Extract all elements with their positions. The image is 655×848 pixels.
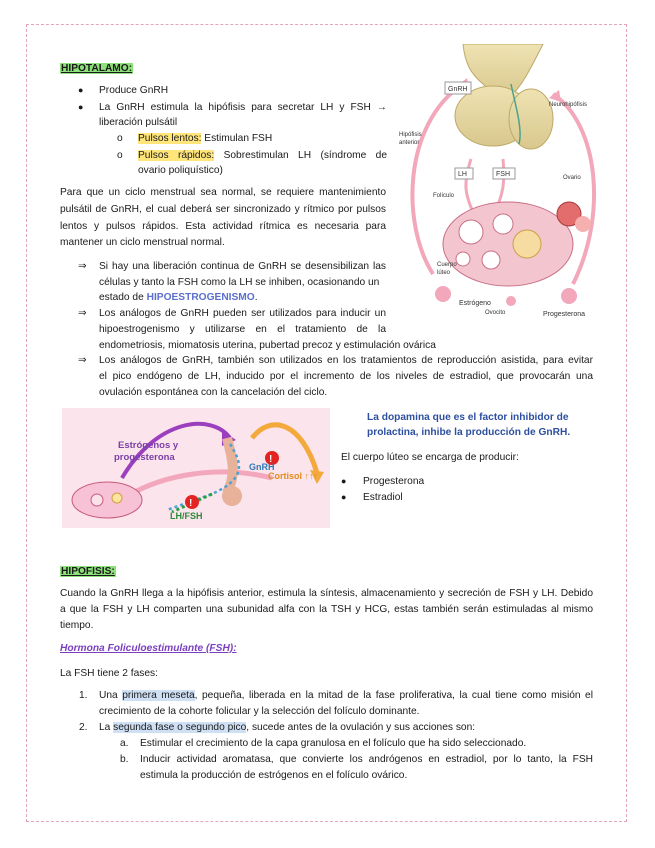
svg-text:!: ! bbox=[189, 498, 193, 509]
paragraph-line: Para que un ciclo menstrual sea normal, se requiere mantenimiento bbox=[60, 187, 386, 198]
label-lhfsh: LH/FSH bbox=[170, 511, 203, 521]
arrow-item-line: estado de HIPOESTROGENISMO. bbox=[99, 292, 258, 303]
label-hipofisis-2: anterior bbox=[399, 140, 420, 146]
bullet: ● bbox=[78, 85, 84, 95]
arrow-item-line: células y tanto la FSH como la LH se inhiben, ocasionando un bbox=[99, 277, 380, 288]
hpo-axis-illustration bbox=[393, 44, 611, 334]
cuerpo-item: Estradiol bbox=[363, 492, 403, 503]
cuerpo-item: Progesterona bbox=[363, 476, 425, 487]
arrow-item-line: Si hay una liberación continua de GnRH se desensibilizan las bbox=[99, 261, 386, 272]
arrow-item-line: endometriosis, miomatosis uterina, pubertad precoz y estimulación ovárica bbox=[99, 340, 436, 351]
label-cortisol: Cortisol ↑↑↑ bbox=[268, 471, 319, 481]
arrow-bullet-icon: ⇒ bbox=[78, 308, 87, 319]
paragraph-line: mantener un ciclo menstrual normal. bbox=[60, 237, 225, 248]
list-item-2: La segunda fase o segundo pico, sucede antes de la ovulación y sus acciones son: bbox=[99, 722, 476, 733]
paragraph-line: pulsátil de GnRH, el cual deberá ser sincronizado y rítmico por pulsos bbox=[60, 204, 386, 215]
section-title-hipofisis: HIPOFISIS: bbox=[61, 566, 115, 577]
sub-item-cont: ovario poliquístico) bbox=[138, 165, 223, 176]
svg-text:!: ! bbox=[269, 454, 273, 465]
paragraph-line: Cuando la GnRH llega a la hipófisis anterior, estimula la síntesis, almacenamiento y secreción de FSH y LH. Debido bbox=[60, 588, 593, 599]
sub-list-letter: b. bbox=[120, 754, 129, 765]
label-gnrh: GnRH bbox=[448, 86, 468, 93]
bullet-text: La GnRH estimula la hipófisis para secretar LH y FSH → bbox=[99, 102, 387, 113]
dopamina-line: La dopamina que es el factor inhibidor de bbox=[367, 412, 569, 423]
label-neurohipofisis: Neurohipófisis bbox=[549, 102, 588, 108]
arrow-item-line: el pico endógeno de LH, inducido por el incremento de los niveles de estradiol, que provocarán una bbox=[99, 371, 593, 382]
hormona-title: Hormona Foliculoestimulante (FSH): bbox=[60, 643, 237, 654]
label-cuerpo: Cuerpo bbox=[437, 262, 457, 268]
list-number: 1. bbox=[79, 690, 88, 701]
label-foliculo: Folículo bbox=[433, 193, 455, 199]
label-hipofisis: Hipófisis bbox=[399, 132, 422, 138]
label-fsh: FSH bbox=[496, 171, 510, 178]
label-lh: LH bbox=[458, 171, 467, 178]
sub-bullet: o bbox=[117, 150, 123, 161]
list-number: 2. bbox=[79, 722, 88, 733]
sub-list-letter: a. bbox=[120, 738, 129, 749]
arrow-item-line: ovulación espontánea con la cancelación del ciclo. bbox=[99, 387, 328, 398]
bullet-text: liberación pulsátil bbox=[99, 117, 178, 128]
feedback-illustration bbox=[62, 408, 330, 528]
arrow-item-line: Los análogos de GnRH pueden ser utilizados para inducir un bbox=[99, 308, 386, 319]
sub-bullet: o bbox=[117, 133, 123, 144]
arrow-bullet-icon: ⇒ bbox=[78, 355, 87, 366]
bullet: ● bbox=[341, 492, 347, 502]
section-title-hipotalamo: HIPOTALAMO: bbox=[61, 63, 133, 74]
feedback-figure bbox=[62, 408, 330, 528]
label-progesterona-2: progesterona bbox=[114, 452, 175, 463]
label-ovocito: Ovocito bbox=[485, 310, 506, 316]
sub-item-pulsos-lentos: Pulsos lentos: Estimulan FSH bbox=[138, 133, 273, 144]
sub-list-item-a: Estimular el crecimiento de la capa granulosa en el folículo que ha sido seleccionado. bbox=[140, 738, 527, 749]
paragraph-line: lentos y pulsos rápidos. Esta actividad rítmica es necesaria para bbox=[60, 221, 386, 232]
bullet: ● bbox=[341, 476, 347, 486]
label-estrogeno: Estrógeno bbox=[459, 300, 491, 307]
label-progesterona: Progesterona bbox=[543, 311, 586, 318]
fases-text: La FSH tiene 2 fases: bbox=[60, 668, 158, 679]
hpo-axis-figure bbox=[393, 44, 611, 334]
label-ovario: Ovario bbox=[563, 175, 581, 181]
label-cuerpo-2: lúteo bbox=[437, 270, 451, 276]
label-estrogenos: Estrógenos y bbox=[118, 440, 179, 451]
arrow-item-line: hipoestrogenismo y utilizarse en el tratamiento de la bbox=[99, 324, 386, 335]
cuerpo-luteo-text: El cuerpo lúteo se encarga de producir: bbox=[341, 452, 519, 463]
sub-list-item-b-cont: estimula la producción de estrógenos en el folículo ovárico. bbox=[140, 770, 408, 781]
label-gnrh-2: GnRH bbox=[249, 462, 275, 472]
sub-list-item-b: Inducir actividad aromatasa, que convierte los andrógenos en estradiol, por lo tanto, la FSH bbox=[140, 754, 593, 765]
bullet: ● bbox=[78, 102, 84, 112]
dopamina-line: prolactina, inhibe la producción de GnRH. bbox=[367, 427, 571, 438]
arrow-item-line: Los análogos de GnRH, también son utilizados en los tratamientos de reproducción asistida, para evitar bbox=[99, 355, 593, 366]
arrow-bullet-icon: ⇒ bbox=[78, 261, 87, 272]
sub-item-pulsos-rapidos: Pulsos rápidos: Sobrestimulan LH (síndrome de bbox=[138, 150, 388, 161]
bullet-text: Produce GnRH bbox=[99, 85, 169, 96]
list-item-1: Una primera meseta, pequeña, liberada en la mitad de la fase proliferativa, la cual tiene como misión el bbox=[99, 690, 593, 701]
list-item-1-cont: crecimiento de la cohorte folicular y la selección del folículo dominante. bbox=[99, 706, 420, 717]
paragraph-line: tiempo. bbox=[60, 620, 94, 631]
paragraph-line: a que la FSH y LH comparten una subunidad alfa con la TSH y HCG, estas también serán estimuladas al mismo bbox=[60, 604, 593, 615]
